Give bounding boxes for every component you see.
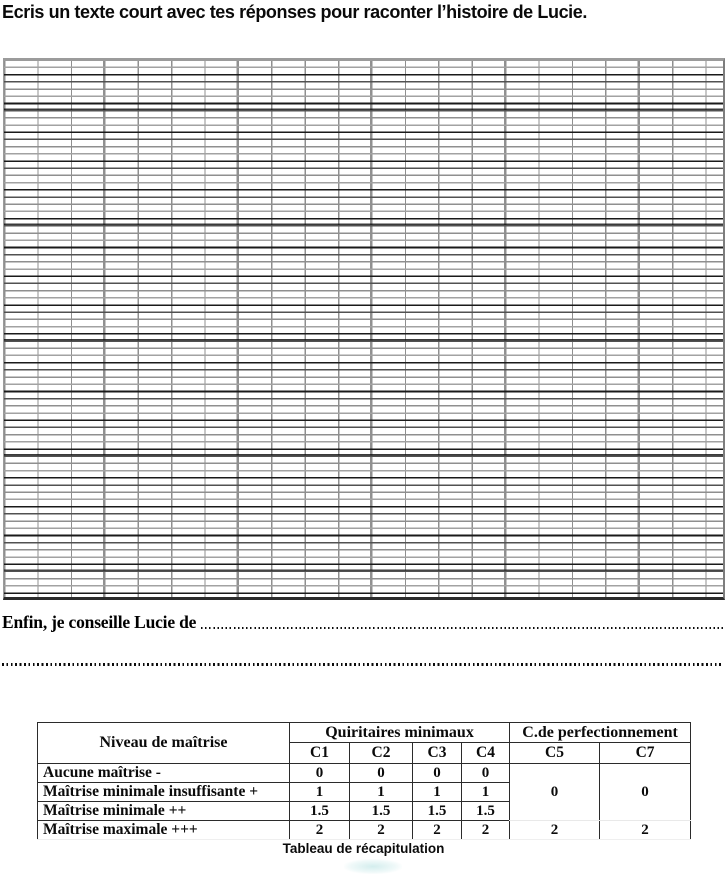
cell-value: 1.5	[350, 802, 413, 821]
cell-value: 0	[413, 764, 462, 783]
cell-value: 2	[290, 821, 350, 840]
group-header-perfectionnement: C.de perfectionnement	[510, 723, 691, 743]
dotted-answer-line-2	[2, 663, 723, 666]
col-header-c3: C3	[413, 743, 462, 764]
row-label-minimale: Maîtrise minimale ++	[38, 802, 290, 821]
cell-value: 1	[290, 783, 350, 802]
col-header-c5: C5	[510, 743, 600, 764]
cell-value: 1.5	[290, 802, 350, 821]
cell-value: 0	[462, 764, 510, 783]
cell-value: 2	[462, 821, 510, 840]
cell-value: 1	[462, 783, 510, 802]
table-caption: Tableau de récapitulation	[282, 841, 445, 856]
page-title: Ecris un texte court avec tes réponses pour raconter l’histoire de Lucie.	[2, 2, 587, 22]
cell-value: 0	[350, 764, 413, 783]
row-label-insuffisante: Maîtrise minimale insuffisante +	[38, 783, 290, 802]
col-header-c7: C7	[600, 743, 691, 764]
cell-value: 1	[413, 783, 462, 802]
conclusion-label: Enfin, je conseille Lucie de	[2, 612, 197, 632]
cell-c7-merged: 0	[600, 764, 691, 821]
cell-value: 2	[350, 821, 413, 840]
writing-grid	[3, 58, 725, 600]
row-label-aucune: Aucune maîtrise -	[38, 764, 290, 783]
col-header-c2: C2	[350, 743, 413, 764]
table-row	[38, 764, 691, 783]
cell-c5-merged: 0	[510, 764, 600, 821]
cell-c7-max: 2	[600, 821, 691, 840]
cell-value: 1	[350, 783, 413, 802]
group-header-quiritaires: Quiritaires minimaux	[290, 723, 510, 743]
cell-value: 1.5	[462, 802, 510, 821]
col-header-c4: C4	[462, 743, 510, 764]
cell-value: 0	[290, 764, 350, 783]
col-header-c1: C1	[290, 743, 350, 764]
cell-value: 1.5	[413, 802, 462, 821]
table-row	[38, 821, 691, 840]
cell-c5-max: 2	[510, 821, 600, 840]
cell-value: 2	[413, 821, 462, 840]
recap-table	[37, 722, 691, 840]
dotted-answer-line	[201, 627, 723, 629]
scan-artifact	[344, 859, 402, 874]
col-header-niveau: Niveau de maîtrise	[38, 723, 290, 764]
conclusion-line	[2, 612, 723, 633]
row-label-maximale: Maîtrise maximale +++	[38, 821, 290, 840]
